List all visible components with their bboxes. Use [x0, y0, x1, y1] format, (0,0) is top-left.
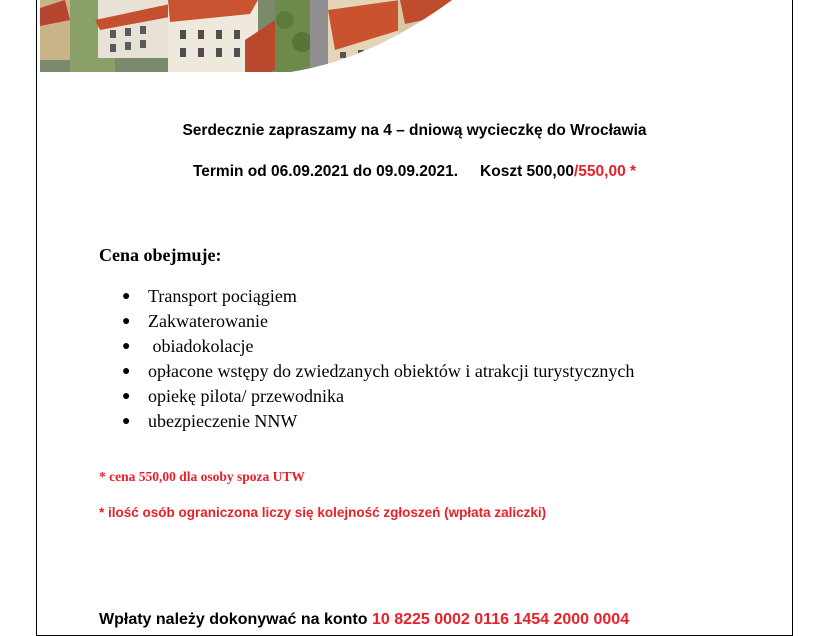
payment-line	[99, 611, 629, 629]
account-number: 10 8225 0002 0116 1454 2000 0004	[371, 611, 630, 628]
term-text: Termin od 06.09.2021 do 09.09.2021.	[192, 163, 459, 180]
invitation-line: Serdecznie zapraszamy na 4 – dniową wycieczkę do Wrocławia	[182, 122, 647, 139]
cost-text: Koszt 500,00	[480, 163, 574, 180]
bullet-icon: ●	[122, 289, 131, 304]
bullet-icon: ●	[122, 389, 131, 404]
term-and-cost-line	[0, 163, 829, 181]
list-item: ● opiekę pilota/ przewodnika	[96, 384, 634, 409]
bullet-icon: ●	[122, 414, 131, 429]
list-item: ● Zakwaterowanie	[96, 309, 634, 334]
bullet-icon: ●	[122, 364, 131, 379]
price-note: * cena 550,00 dla osoby spoza UTW	[99, 469, 305, 484]
includes-list	[96, 284, 634, 434]
list-item: ● opłacone wstępy do zwiedzanych obiektów i atrakcji turystycznych	[96, 359, 634, 384]
list-item: ● ubezpieczenie NNW	[96, 409, 634, 434]
list-item: ● Transport pociągiem	[96, 284, 634, 309]
includes-title: Cena obejmuje:	[99, 245, 222, 265]
capacity-note: * ilość osób ograniczona liczy się kolejność zgłoszeń (wpłata zaliczki)	[99, 505, 547, 520]
bullet-icon: ●	[122, 339, 131, 354]
list-item: ● obiadokolacje	[96, 334, 634, 359]
bullet-icon: ●	[122, 314, 131, 329]
payment-label: Wpłaty należy dokonywać na konto	[99, 611, 368, 628]
header-photo	[40, 0, 452, 72]
cost-highlight: /550,00 *	[573, 163, 637, 180]
